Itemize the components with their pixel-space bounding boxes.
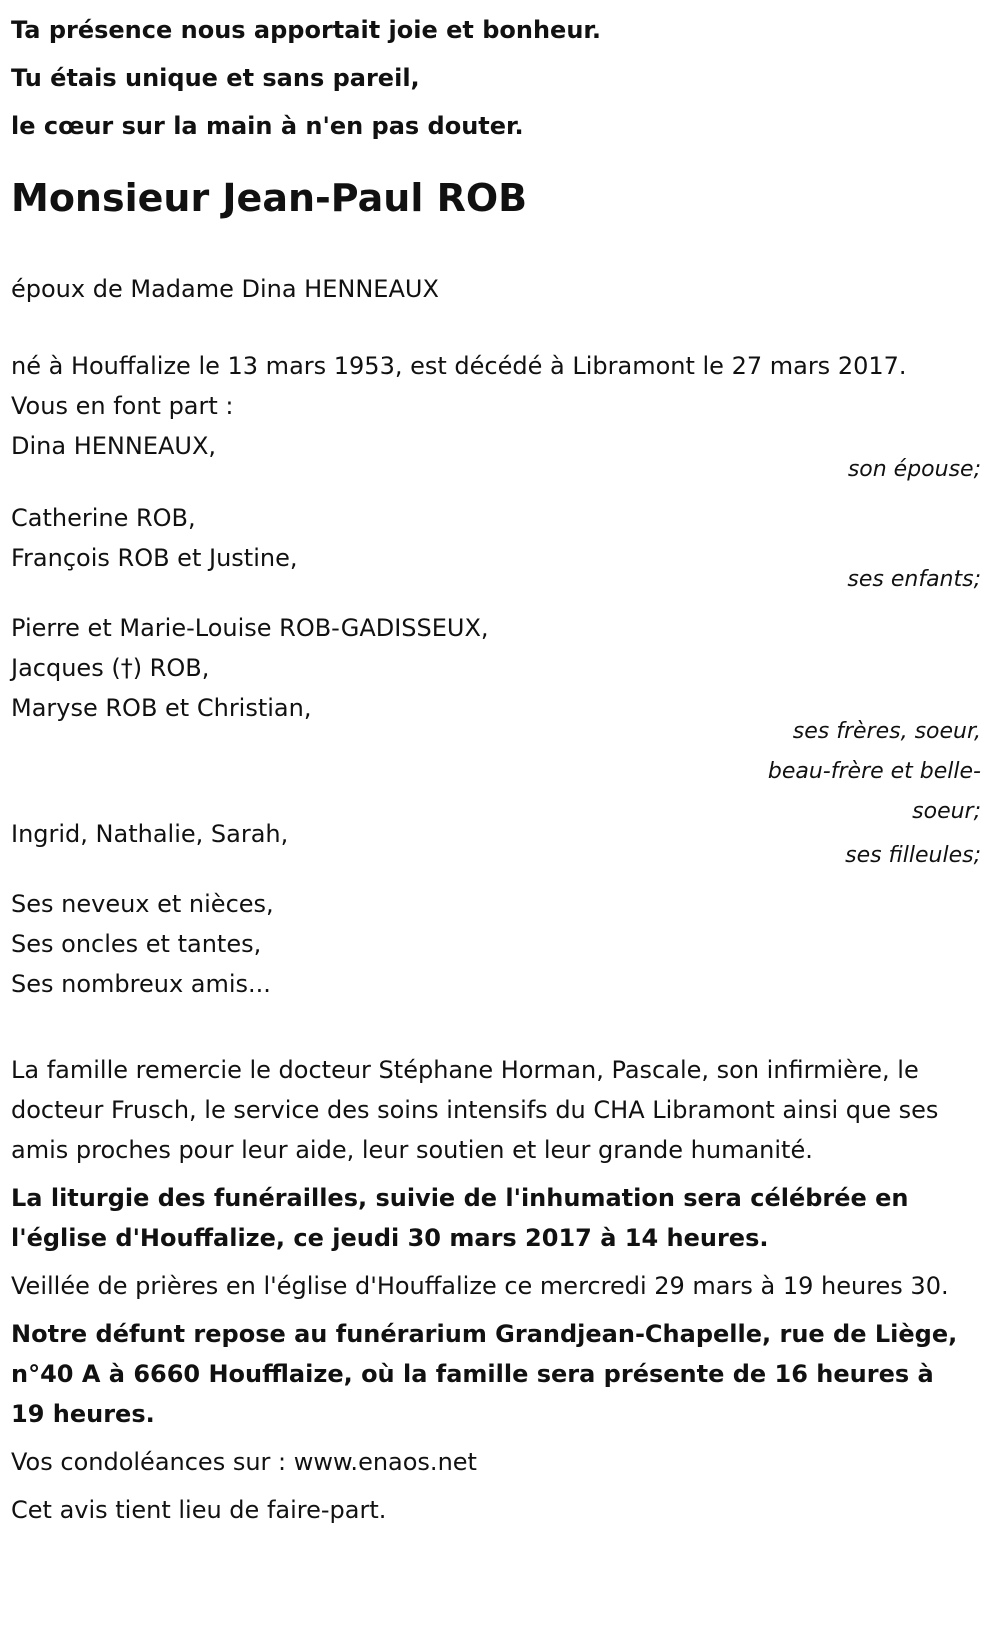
family-children-group <box>11 498 991 600</box>
poem-line: Tu étais unique et sans pareil, <box>11 64 420 92</box>
family-name: Dina HENNEAUX, <box>11 432 217 460</box>
family-siblings-group <box>11 608 991 832</box>
family-name: Catherine ROB, <box>11 504 196 532</box>
family-goddaughters-group <box>11 814 991 876</box>
relation-label-line: soeur; <box>912 799 981 824</box>
thanks-paragraph: La famille remercie le docteur Stéphane Horman, Pascale, son infirmière, le docteur Frusch, le service des soins intensifs du CHA Libramont ainsi que ses amis proches pour leur aide, leur soutien et leur grande humanité. <box>11 1056 939 1164</box>
poem <box>11 6 991 150</box>
deceased-name: Monsieur Jean-Paul ROB <box>11 176 528 220</box>
poem-line: le cœur sur la main à n'en pas douter. <box>11 112 524 140</box>
vigil-paragraph: Veillée de prières en l'église d'Houffalize ce mercredi 29 mars à 19 heures 30. <box>11 1272 949 1300</box>
family-name: Ingrid, Nathalie, Sarah, <box>11 820 289 848</box>
family-name: Maryse ROB et Christian, <box>11 694 312 722</box>
birth-death-line: né à Houffalize le 13 mars 1953, est décédé à Libramont le 27 mars 2017. <box>11 352 907 380</box>
family-name: Jacques (†) ROB, <box>11 654 210 682</box>
family-others-group <box>11 884 991 1004</box>
family-name: Ses oncles et tantes, <box>11 930 262 958</box>
funeral-home-paragraph: Notre défunt repose au funérarium Grandjean-Chapelle, rue de Liège, n°40 A à 6660 Houfflaize, où la famille sera présente de 16 heures à 19 heures. <box>11 1320 958 1428</box>
condolences-line: Vos condoléances sur : www.enaos.net <box>11 1448 477 1476</box>
family-name: Ses nombreux amis... <box>11 970 271 998</box>
family-spouse-group <box>11 426 991 490</box>
poem-line: Ta présence nous apportait joie et bonheur. <box>11 16 601 44</box>
relation-label-line: ses frères, soeur, <box>792 719 981 744</box>
family-name: François ROB et Justine, <box>11 544 298 572</box>
family-name: Ses neveux et nièces, <box>11 890 274 918</box>
spouse-line: époux de Madame Dina HENNEAUX <box>11 275 439 303</box>
notice-line: Cet avis tient lieu de faire-part. <box>11 1496 387 1524</box>
liturgy-paragraph: La liturgie des funérailles, suivie de l'inhumation sera célébrée en l'église d'Houffalize, ce jeudi 30 mars 2017 à 14 heures. <box>11 1184 909 1252</box>
relation-label: son épouse; <box>847 457 981 482</box>
announce-intro: Vous en font part : <box>11 392 234 420</box>
relation-label-line: beau-frère et belle- <box>767 759 981 784</box>
relation-label: ses enfants; <box>847 567 981 592</box>
relation-label: ses filleules; <box>845 843 981 868</box>
family-name: Pierre et Marie-Louise ROB-GADISSEUX, <box>11 614 489 642</box>
